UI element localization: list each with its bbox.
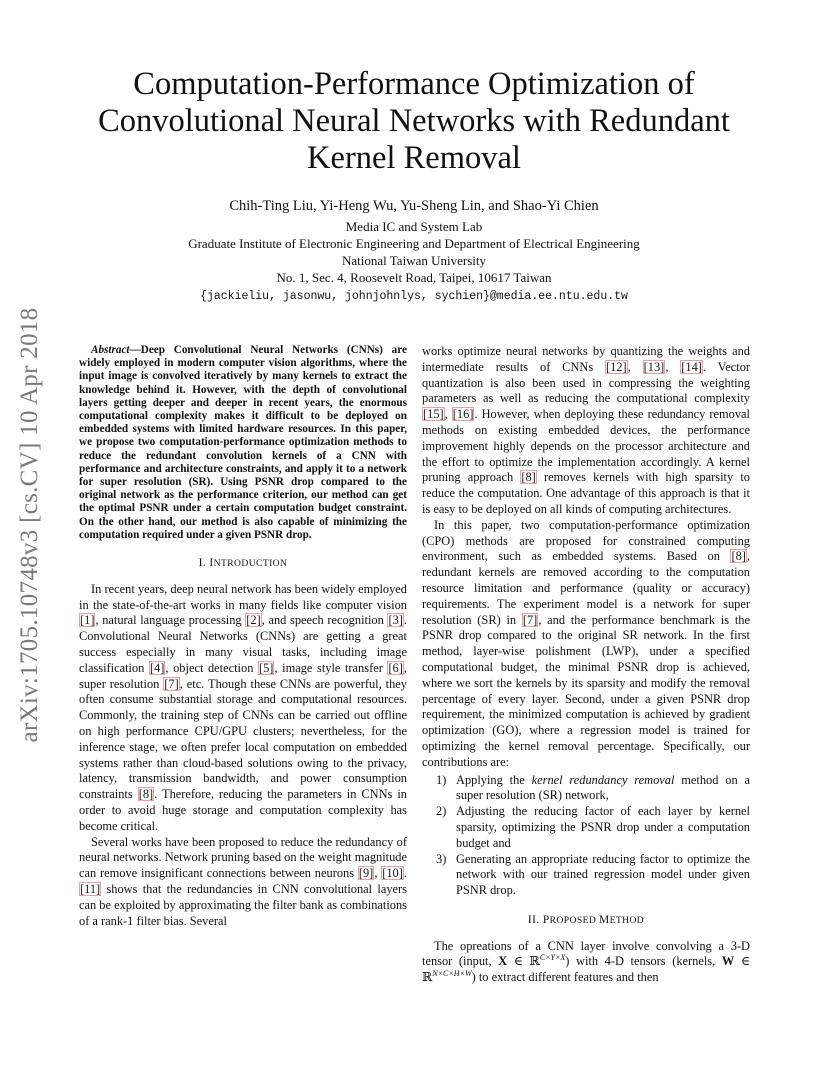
citation-link[interactable]: [16] bbox=[452, 407, 474, 422]
section-heading-introduction: I. INTRODUCTION bbox=[198, 557, 288, 570]
citation-link[interactable]: [11] bbox=[80, 881, 101, 896]
left-column bbox=[79, 344, 407, 929]
citation-link[interactable]: [2] bbox=[246, 613, 261, 628]
citation-link[interactable]: [5] bbox=[258, 660, 274, 675]
abstract bbox=[79, 344, 407, 542]
intro-paragraph-2: Several works have been proposed to reduce the redundancy of neural networks. Network pruning based on the weight magnitude can remove insignificant connections between neurons [9], [10]. [11] shows that the redundancies in CNN convolutional layers can be exploited by approximating the filter bank as combinations of a rank-1 filter bias. Several bbox=[79, 834, 407, 928]
citation-link[interactable]: [7] bbox=[522, 612, 538, 627]
citation-link[interactable]: [6] bbox=[388, 660, 403, 675]
contribution-item: 3) Generating an appropriate reducing factor to optimize the network with our trained regression model under given PSNR drop. bbox=[436, 851, 750, 898]
paper-title: Computation-Performance Optimization of Convolutional Neural Networks with Redundant Kernel Removal bbox=[98, 66, 730, 176]
citation-link[interactable]: [3] bbox=[388, 613, 403, 628]
abstract-text: —Deep Convolutional Neural Networks (CNNs) are widely employed in modern computer vision algorithms, where the input image is convolved iteratively by many kernels to extract the knowledge behind it. However, with the depth of convolutional layers getting deeper and deeper in recent years, the enormous computational complexity makes it difficult to be deployed on embedded systems with limited hardware resources. In this paper, we propose two computation-performance optimization methods to reduce the redundant convolution kernels of a CNN with performance and architecture constraints, and apply it to a network for super resolution (SR). Using PSNR drop compared to the original network as the performance criterion, our method can get the optimal PSNR under a certain computation budget constraint. On the other hand, our method is also capable of minimizing the computation required under a given PSNR drop. bbox=[79, 344, 407, 541]
related-work-paragraph: works optimize neural networks by quantizing the weights and intermediate results of CNNs [12], [13], [14]. Vector quantization is also been used in compressing the weighting parameters as well as reducing the computational complexity [15], [16]. However, when deploying these redundancy removal methods on existing embedded devices, the performance improvement highly depends on the processor architecture and the effort to optimize the implementation accordingly. A kernel pruning approach [8] removes kernels with high sparsity to reduce the computation. One advantage of this approach is that it is easy to be deployed on all kinds of computing architectures. bbox=[422, 344, 751, 516]
right-column bbox=[422, 344, 750, 986]
citation-link[interactable]: [8] bbox=[731, 549, 746, 564]
abstract-label: Abstract bbox=[91, 344, 130, 356]
intro-paragraph-1: In recent years, deep neural network has been widely employed in the state-of-the-art works in many fields like computer vision [1], natural language processing [2], and speech recognition [3]. Convolutional Neural Networks (CNNs) are getting a great success especially in many visual tasks, including image classification [4], object detection [5], image style transfer [6], super resolution [7], etc. Though these CNNs are powerful, they often consume substantial storage and computational resources. Commonly, the training step of CNNs can be carried out offline on high performance CPU/GPU clusters; nevertheless, for the inference stage, we often prefer local computation on embedded systems rather than cloud-based solutions owing to the privacy, latency, transmission bandwidth, and power consumption constraints [8]. Therefore, reducing the parameters in CNNs in order to avoid huge storage and computation complexity has become critical. bbox=[79, 581, 408, 833]
contribution-item: 1) Applying the kernel redundancy removal method on a super resolution (SR) network, bbox=[436, 772, 750, 803]
contribution-item: 2) Adjusting the reducing factor of each layer by kernel sparsity, optimizing the PSNR drop under a computation budget and bbox=[436, 804, 750, 850]
citation-link[interactable]: [1] bbox=[80, 613, 95, 628]
arxiv-sidebar bbox=[8, 290, 52, 760]
citation-link[interactable]: [8] bbox=[138, 787, 154, 802]
citation-link[interactable]: [13] bbox=[643, 359, 665, 374]
contribution-list bbox=[422, 773, 750, 899]
author-block bbox=[120, 198, 708, 305]
author-emails: {jackieliu, jasonwu, johnjohnlys, sychien}@media.ee.ntu.edu.tw bbox=[200, 290, 628, 303]
citation-link[interactable]: [12] bbox=[606, 359, 627, 374]
arxiv-identifier: arXiv:1705.10748v3 [cs.CV] 10 Apr 2018 bbox=[16, 307, 43, 743]
citation-link[interactable]: [10] bbox=[382, 866, 403, 881]
author-institute: Graduate Institute of Electronic Engineering and Department of Electrical Engineering bbox=[188, 236, 640, 251]
citation-link[interactable]: [9] bbox=[358, 866, 374, 881]
citation-link[interactable]: [15] bbox=[423, 407, 444, 422]
section-heading-proposed-method: II. PROPOSED METHOD bbox=[527, 913, 645, 926]
citation-link[interactable]: [4] bbox=[149, 660, 165, 675]
citation-link[interactable]: [8] bbox=[521, 470, 536, 485]
citation-link[interactable]: [7] bbox=[164, 676, 179, 691]
author-lab: Media IC and System Lab bbox=[345, 219, 483, 234]
citation-link[interactable]: [14] bbox=[681, 359, 702, 374]
author-names: Chih-Ting Liu, Yi-Heng Wu, Yu-Sheng Lin, and Shao-Yi Chien bbox=[229, 198, 599, 214]
contribution-intro-paragraph: In this paper, two computation-performance optimization (CPO) methods are proposed for constrained computing environment, such as embedded systems. Based on [8], redundant kernels are removed according to the computation resource limitation and performance (quality or accuracy) requirements. The experiment model is a network for super resolution (SR) in [7], and the performance benchmark is the PSNR drop compared to the original SR network. In the first method, layer-wise polishment (LWP), under a specified computational budget, the minimal PSNR drop is achieved, where we sort the kernels by its sparsity and modify the removal percentage of every layer. Second, under a given PSNR drop requirement, the minimized computation is achieved by gradient optimization (GO), where a regression model is trained for optimizing the kernel removal percentage. Specifically, our contributions are: bbox=[422, 517, 750, 769]
method-paragraph-1: The opreations of a CNN layer involve convolving a 3-D tensor (input, X ∈ ℝ$^{C\times Y\times X}$) with 4-D tensors (kernels, W ∈ ℝ$^{N\times C\times H\times W}$) to extract different features and then bbox=[422, 938, 750, 985]
author-address: No. 1, Sec. 4, Roosevelt Road, Taipei, 10617 Taiwan bbox=[276, 270, 552, 285]
input-tensor-symbol: X bbox=[498, 954, 508, 969]
kernel-tensor-symbol: W bbox=[721, 954, 735, 969]
author-university: National Taiwan University bbox=[342, 253, 486, 268]
